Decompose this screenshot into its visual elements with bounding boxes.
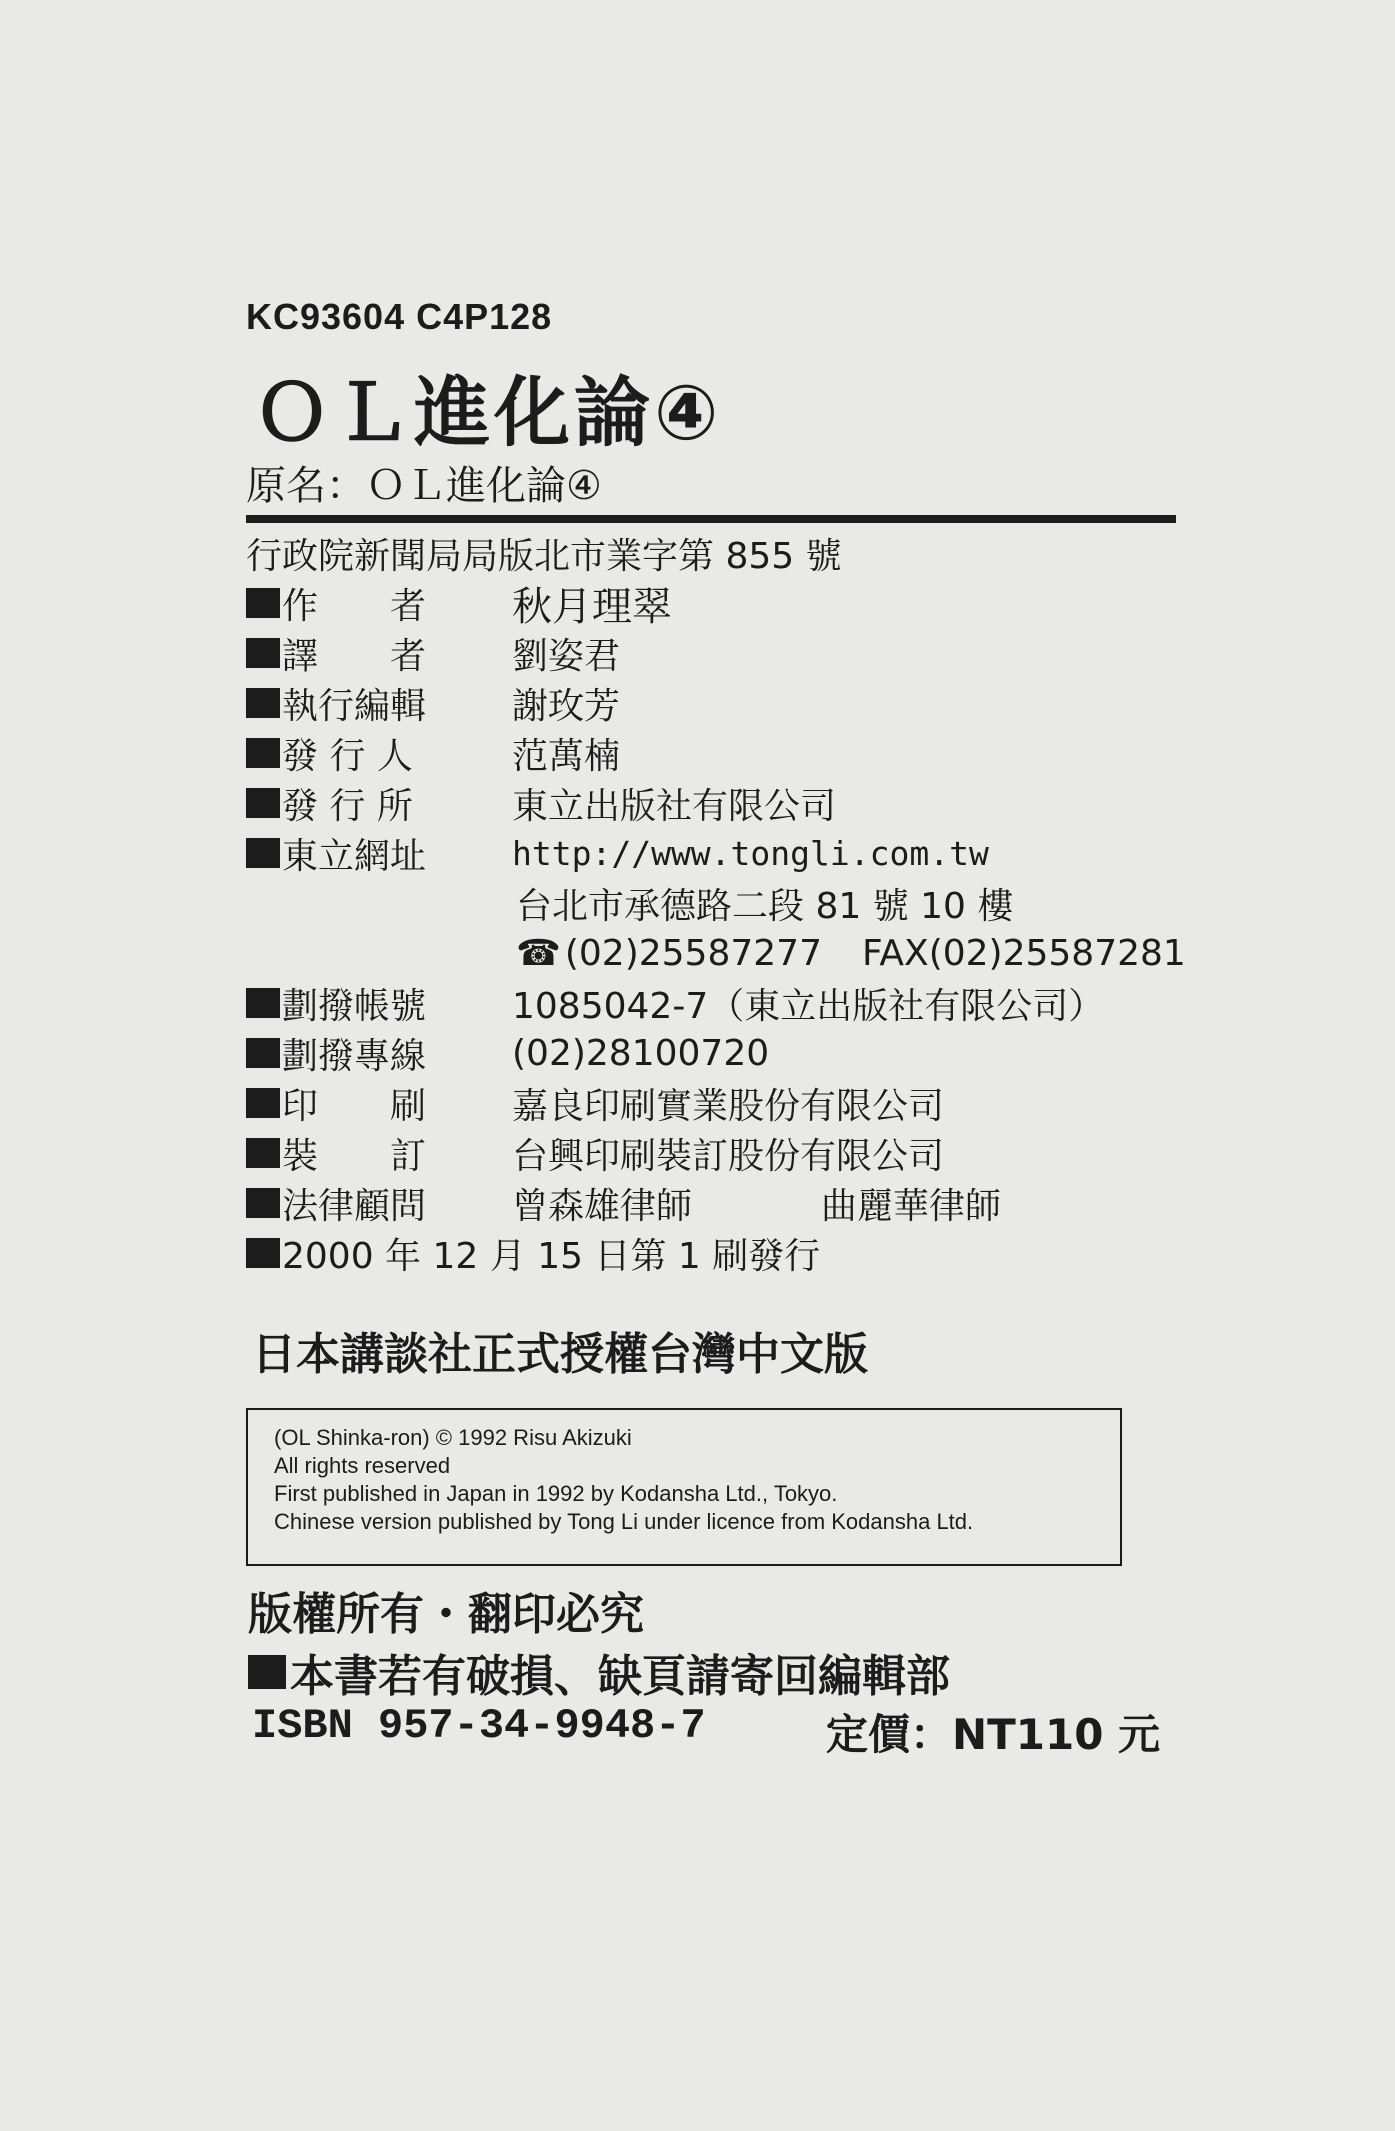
phone-number: (02)25587277: [564, 932, 822, 974]
copyright-line: First published in Japan in 1992 by Kodansha Ltd., Tokyo.: [274, 1481, 838, 1506]
credit-value: 東立出版社有限公司: [512, 785, 837, 827]
bullet-square-icon: [246, 738, 280, 768]
credit-value: 秋月理翠: [512, 583, 672, 630]
publish-date: 2000 年 12 月 15 日第 1 刷發行: [282, 1235, 821, 1277]
bullet-square-icon: [246, 788, 280, 818]
credit-label: 劃撥專線: [282, 1035, 427, 1077]
bullet-square-icon: [246, 638, 280, 668]
bullet-square-icon: [246, 588, 280, 618]
bullet-square-icon: [248, 1655, 286, 1689]
credit-label: 執行編輯: [282, 685, 427, 727]
bullet-square-icon: [246, 988, 280, 1018]
credit-value: 范萬楠: [512, 735, 621, 777]
publish-date-row: [246, 1228, 1186, 1278]
address: 台北市承德路二段 81 號 10 樓: [516, 885, 1014, 927]
address-row: [246, 878, 1186, 928]
bullet-square-icon: [246, 1138, 280, 1168]
credit-label: 劃撥帳號: [282, 985, 427, 1027]
divider-rule: [246, 515, 1176, 523]
rights-reserved: 版權所有・翻印必究: [248, 1589, 644, 1640]
credit-label: 作 者: [282, 585, 427, 627]
credit-row-printing: [246, 1078, 1186, 1128]
license-number: 行政院新聞局局版北市業字第 855 號: [246, 536, 842, 577]
bullet-square-icon: [246, 1038, 280, 1068]
credit-value: (02)28100720: [512, 1032, 770, 1074]
legal-advisor-2: 曲麗華律師: [821, 1185, 1002, 1227]
authorization-statement: 日本講談社正式授權台灣中文版: [252, 1329, 868, 1380]
website-url: http://www.tongli.com.tw: [512, 833, 989, 873]
bullet-square-icon: [246, 1188, 280, 1218]
phone-icon: ☎: [516, 932, 561, 974]
bullet-square-icon: [246, 688, 280, 718]
isbn: ISBN 957-34-9948-7: [252, 1702, 706, 1750]
copyright-line: Chinese version published by Tong Li under licence from Kodansha Ltd.: [274, 1509, 974, 1534]
credit-label: 發 行 所: [282, 785, 413, 827]
bullet-square-icon: [246, 1088, 280, 1118]
credit-row-translator: [246, 628, 1186, 678]
credit-row-publisher-person: [246, 728, 1186, 778]
credit-row-account: [246, 978, 1186, 1028]
credit-row-binding: [246, 1128, 1186, 1178]
product-code: KC93604 C4P128: [246, 296, 553, 337]
copyright-line: (OL Shinka-ron) © 1992 Risu Akizuki: [274, 1425, 632, 1450]
credit-row-publisher: [246, 778, 1186, 828]
damage-notice: [248, 1640, 950, 1704]
price: 定價：NT110 元: [826, 1710, 1161, 1759]
bullet-square-icon: [246, 838, 280, 868]
credit-row-author: [246, 578, 1186, 628]
credit-row-hotline: [246, 1028, 1186, 1078]
bullet-square-icon: [246, 1238, 280, 1268]
credit-value: 1085042-7（東立出版社有限公司）: [512, 985, 1105, 1027]
credit-value: 謝玫芳: [512, 685, 621, 727]
credits-list: [246, 578, 1186, 1278]
phone-row: [246, 928, 1186, 978]
credit-value: 劉姿君: [512, 635, 621, 677]
damage-notice-text: 本書若有破損、缺頁請寄回編輯部: [290, 1651, 950, 1702]
copyright-line: All rights reserved: [274, 1453, 451, 1478]
credit-label: 印 刷: [282, 1085, 427, 1127]
credit-label: 法律顧問: [282, 1185, 427, 1227]
credit-label: 發 行 人: [282, 735, 413, 777]
legal-advisor-1: 曾森雄律師: [512, 1185, 693, 1227]
copyright-box: [246, 1408, 1122, 1566]
credit-row-editor: [246, 678, 1186, 728]
credit-row-website: [246, 828, 1186, 878]
book-title: ＯＬ進化論④: [254, 368, 723, 457]
credit-label: 譯 者: [282, 635, 427, 677]
credit-row-legal: [246, 1178, 1186, 1228]
credit-label: 東立網址: [282, 835, 427, 877]
original-title: 原名：ＯＬ進化論④: [246, 463, 602, 509]
credit-value: 台興印刷裝訂股份有限公司: [512, 1135, 945, 1177]
credit-value: 嘉良印刷實業股份有限公司: [512, 1085, 945, 1127]
credit-label: 裝 訂: [282, 1135, 427, 1177]
fax-number: FAX(02)25587281: [862, 932, 1186, 974]
